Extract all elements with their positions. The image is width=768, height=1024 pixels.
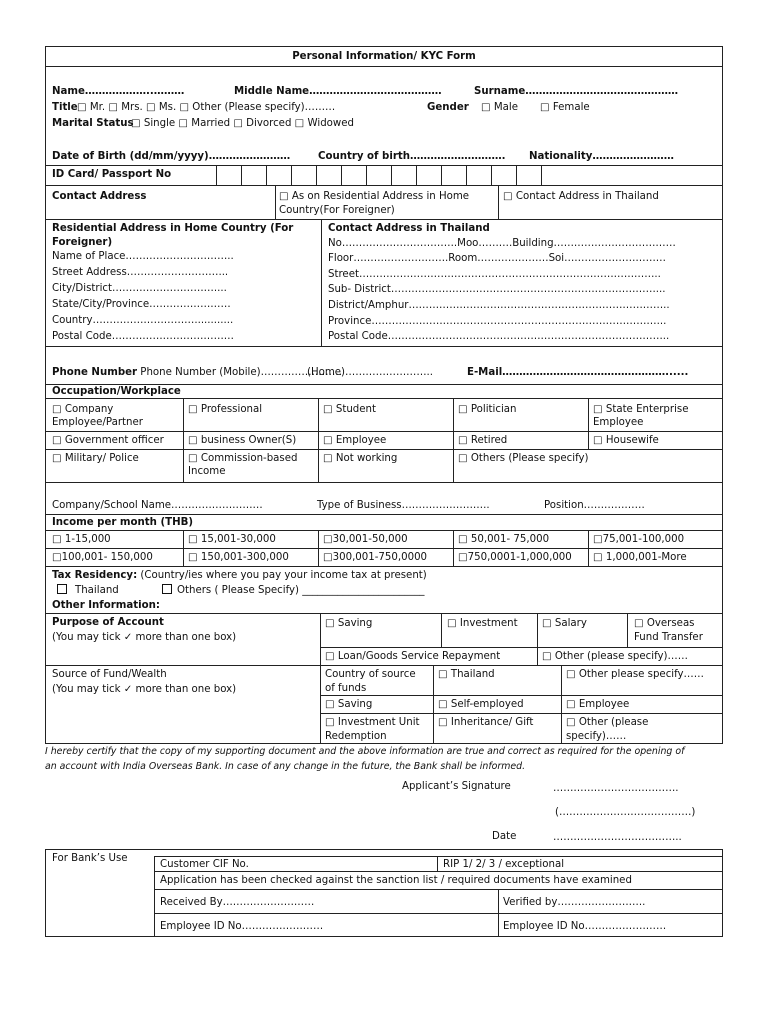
bank-box-left [45,849,46,936]
name-field[interactable]: Name………………..……… [52,86,185,97]
rule [45,548,723,549]
id-box-divider [516,165,517,185]
occupation-government-officer[interactable]: □ Government officer [52,435,164,446]
occupation-line: □ State Enterprise Employee [593,404,689,428]
cell-divider [321,219,322,346]
source-investment-unit[interactable]: □ Investment Unit [325,717,420,728]
income-option[interactable]: □ 1,000,001-More [593,552,687,563]
border-left [45,46,46,743]
cell-divider [588,530,589,566]
id-box-divider [341,165,342,185]
id-box-divider [366,165,367,185]
source-inheritance[interactable]: □ Inheritance/ Gift [438,717,534,728]
rule [45,665,723,666]
income-option[interactable]: □ 150,001-300,000 [188,552,289,563]
id-box-divider [466,165,467,185]
id-box-divider [266,165,267,185]
rule [45,566,723,567]
residential-postal-field[interactable]: Postal Code……………………………… [52,331,234,342]
email-field[interactable]: E-Mail…………………………………………...... [467,367,689,378]
thai-no-field[interactable]: No…………………………….Moo……….Building……………………………… [328,238,676,249]
source-saving[interactable]: □ Saving [325,699,373,710]
bank-box-rule [154,856,722,857]
cell-divider [453,530,454,566]
marital-status-label: Marital Status [52,118,134,129]
thai-floor-field[interactable]: Floor……………………….Room…………………Soi………………………… [328,253,666,264]
thai-subdistrict-field[interactable]: Sub- District……………………………………………………………………... [328,284,666,295]
occupation-student[interactable]: □ Student [323,404,376,415]
employee-id-field-verified[interactable]: Employee ID No…………………… [503,921,667,932]
occupation-commission-based[interactable] [188,452,297,478]
id-box-divider [441,165,442,185]
phone-mobile-text: Phone Number (Mobile)…………………… [140,367,343,378]
employee-id-field-received[interactable]: Employee ID No…………………… [160,921,324,932]
occupation-military-police[interactable]: □ Military/ Police [52,453,139,464]
page-title: Personal Information/ KYC Form [292,51,476,62]
rip-field[interactable]: RIP 1/ 2/ 3 / exceptional [443,859,565,870]
purpose-salary[interactable]: □ Salary [542,618,587,629]
rule [320,647,723,648]
id-box-divider [216,165,217,185]
income-option[interactable]: □100,001- 150,000 [52,552,153,563]
occupation-business-owner[interactable]: □ business Owner(S) [188,435,297,446]
date-label: Date [492,831,517,842]
other-information-heading: Other Information: [52,600,160,611]
verified-by-field[interactable]: Verified by…………………….. [503,897,646,908]
income-option[interactable]: □ 1-15,000 [52,534,111,545]
type-of-business-field[interactable]: Type of Business…………………….. [317,500,490,511]
residential-state-field[interactable]: State/City/Province…………………… [52,299,231,310]
rule [45,346,723,347]
bank-box-divider [437,856,438,871]
cell-divider [183,398,184,482]
rule [45,165,723,166]
cell-divider [433,665,434,743]
received-by-field[interactable]: Received By……………………… [160,897,315,908]
tax-thailand-option[interactable] [57,584,119,597]
purpose-other[interactable]: □ Other (please specify)…… [542,651,688,662]
applicant-name-field[interactable]: (…………………………………) [555,807,696,818]
tax-residency-label: Tax Residency: [52,570,138,581]
residential-city-field[interactable]: City/District………………………….... [52,283,227,294]
rule [45,449,723,450]
residential-heading: Residential Address in Home Country (For [52,223,294,234]
declaration-text-cont: an account with India Overseas Bank. In case of any change in the future, the Bank shall be informed. [45,761,526,772]
surname-field[interactable]: Surname……………………………………… [474,86,679,97]
gender-label: Gender [427,102,469,113]
border-right [722,46,723,743]
source-country-label-cont: of funds [325,683,367,694]
source-investment-unit-cont: Redemption [325,731,387,742]
rule [45,431,723,432]
company-school-field[interactable]: Company/School Name……………………… [52,500,263,511]
title-options[interactable]: □ Mr. □ Mrs. □ Ms. □ Other (Please specify)……… [77,102,336,113]
rule [45,530,723,531]
occupation-state-enterprise[interactable] [593,403,688,429]
residential-country-field[interactable]: Country…………………………............ [52,315,234,326]
occupation-employee[interactable]: □ Employee [323,435,387,446]
phone-mobile-field[interactable]: Phone Number Phone Number (Mobile)…………………… [52,367,343,378]
contact-address-label: Contact Address [52,191,147,202]
checkbox-icon [57,584,67,594]
income-option[interactable]: □750,0001-1,000,000 [458,552,572,563]
income-heading: Income per month (THB) [52,517,194,528]
id-box-divider [316,165,317,185]
cell-divider [537,613,538,665]
occupation-politician[interactable]: □ Politician [458,404,517,415]
sanction-check-text: Application has been checked against the sanction list / required documents have examined [160,875,632,886]
source-country-label: Country of source [325,669,416,680]
id-box-divider [291,165,292,185]
source-self-employed[interactable]: □ Self-employed [438,699,524,710]
tax-others-label: Others ( Please Specify) ________________________ [177,585,425,596]
purpose-heading: Purpose of Account [52,617,164,628]
source-other[interactable]: □ Other (please [566,717,649,728]
rule [45,514,723,515]
rule [45,613,723,614]
border-bottom [45,743,723,744]
rule [320,695,723,696]
bank-box-divider [498,889,499,936]
gender-male-option[interactable]: □ Male [481,102,518,113]
cell-divider [275,185,276,219]
purpose-investment[interactable]: □ Investment [447,618,518,629]
bank-box-rule [154,871,722,872]
rule [45,185,723,186]
residential-place-field[interactable]: Name of Place………………………….. [52,251,234,262]
source-thailand[interactable]: □ Thailand [438,669,495,680]
thai-contact-heading: Contact Address in Thailand [328,223,490,234]
residential-heading-cont: Foreigner) [52,237,113,248]
date-field[interactable]: ……………………………….. [553,832,682,843]
declaration-text: I hereby certify that the copy of my supporting document and the above information are true and correct as required for the opening of [45,746,685,757]
id-passport-label: ID Card/ Passport No [52,169,172,180]
cell-divider [498,185,499,219]
bank-box-right [722,849,723,936]
contact-option-home-country-cont: Country(For Foreigner) [279,205,395,216]
bank-box-bottom [45,936,723,937]
purpose-overseas[interactable]: □ Overseas [634,618,695,629]
occupation-company-employee[interactable] [52,403,143,429]
source-note: (You may tick ✓ more than one box) [52,684,237,695]
id-box-divider [491,165,492,185]
cell-divider [441,613,442,647]
thai-postal-field[interactable]: Postal Code……………………………………………………………………….. [328,331,670,342]
id-box-divider [391,165,392,185]
thai-province-field[interactable]: Province…………………………………………………………………………... [328,316,667,327]
source-other-country[interactable]: □ Other please specify…… [566,669,704,680]
income-option[interactable]: □30,001-50,000 [323,534,408,545]
occupation-line: □ Commission-based Income [188,453,298,477]
purpose-saving[interactable]: □ Saving [325,618,373,629]
occupation-not-working[interactable]: □ Not working [323,453,398,464]
occupation-retired[interactable]: □ Retired [458,435,508,446]
contact-option-home-country[interactable]: □ As on Residential Address in Home [279,191,470,202]
tax-residency-text: (Country/ies where you pay your income tax at present) [137,570,427,581]
rule [45,482,723,483]
purpose-note: (You may tick ✓ more than one box) [52,632,237,643]
occupation-heading: Occupation/Workplace [52,386,181,397]
residential-street-field[interactable]: Street Address………………………... [52,267,229,278]
rule [320,713,723,714]
checkbox-icon [162,584,172,594]
thai-district-field[interactable]: District/Amphur………………………………………………………………….. [328,300,670,311]
position-field[interactable]: Position……………… [544,500,645,511]
tax-thailand-label: Thailand [75,585,119,596]
gender-female-option[interactable]: □ Female [540,102,590,113]
nationality-field[interactable]: Nationality…………………… [529,151,674,162]
cell-divider [320,613,321,743]
tax-residency-row [52,569,427,582]
title-label: Title [52,102,78,113]
occupation-housewife[interactable]: □ Housewife [593,435,659,446]
income-option[interactable]: □ 50,001- 75,000 [458,534,550,545]
purpose-loan[interactable]: □ Loan/Goods Service Repayment [325,651,501,662]
source-other-cont: specify)…… [566,731,627,742]
applicant-signature-label: Applicant’s Signature [402,781,511,792]
source-employee[interactable]: □ Employee [566,699,630,710]
bank-box-divider [154,856,155,936]
occupation-line: □ Company Employee/Partner [52,404,143,428]
id-box-divider [416,165,417,185]
cell-divider [183,530,184,566]
middle-name-field[interactable]: Middle Name………………………………… [234,86,442,97]
rule [45,66,723,67]
contact-option-thailand[interactable]: □ Contact Address in Thailand [503,191,659,202]
rule [45,219,723,220]
cell-divider [318,530,319,566]
id-box-divider [241,165,242,185]
thai-street-field[interactable]: Street…………………………………………………………………………….. [328,269,661,280]
rule [45,398,723,399]
cell-divider [561,665,562,743]
income-option[interactable]: □75,001-100,000 [593,534,685,545]
dob-field[interactable]: Date of Birth (dd/mm/yyyy)…………………… [52,151,291,162]
id-box-divider [541,165,542,185]
customer-cif-field[interactable]: Customer CIF No. [160,859,249,870]
bank-box-top [45,849,723,850]
marital-status-options[interactable]: □ Single □ Married □ Divorced □ Widowed [131,118,354,129]
purpose-overseas-cont: Fund Transfer [634,632,703,643]
country-of-birth-field[interactable]: Country of birth………………………. [318,151,506,162]
income-option[interactable]: □ 15,001-30,000 [188,534,276,545]
border-top [45,46,723,47]
income-option[interactable]: □300,001-750,0000 [323,552,428,563]
applicant-signature-field[interactable]: ………………………………. [553,783,679,794]
cell-divider [318,398,319,482]
bank-use-label: For Bank’s Use [52,853,128,864]
bank-box-rule [154,913,722,914]
bank-box-rule [154,889,722,890]
occupation-professional[interactable]: □ Professional [188,404,263,415]
cell-divider [627,613,628,647]
cell-divider [453,398,454,482]
occupation-others[interactable]: □ Others (Please specify) [458,453,589,464]
phone-home-field[interactable]: (Home)…………………….. [307,367,434,378]
cell-divider [588,398,589,449]
source-heading: Source of Fund/Wealth [52,669,167,680]
tax-others-option[interactable] [162,584,425,597]
